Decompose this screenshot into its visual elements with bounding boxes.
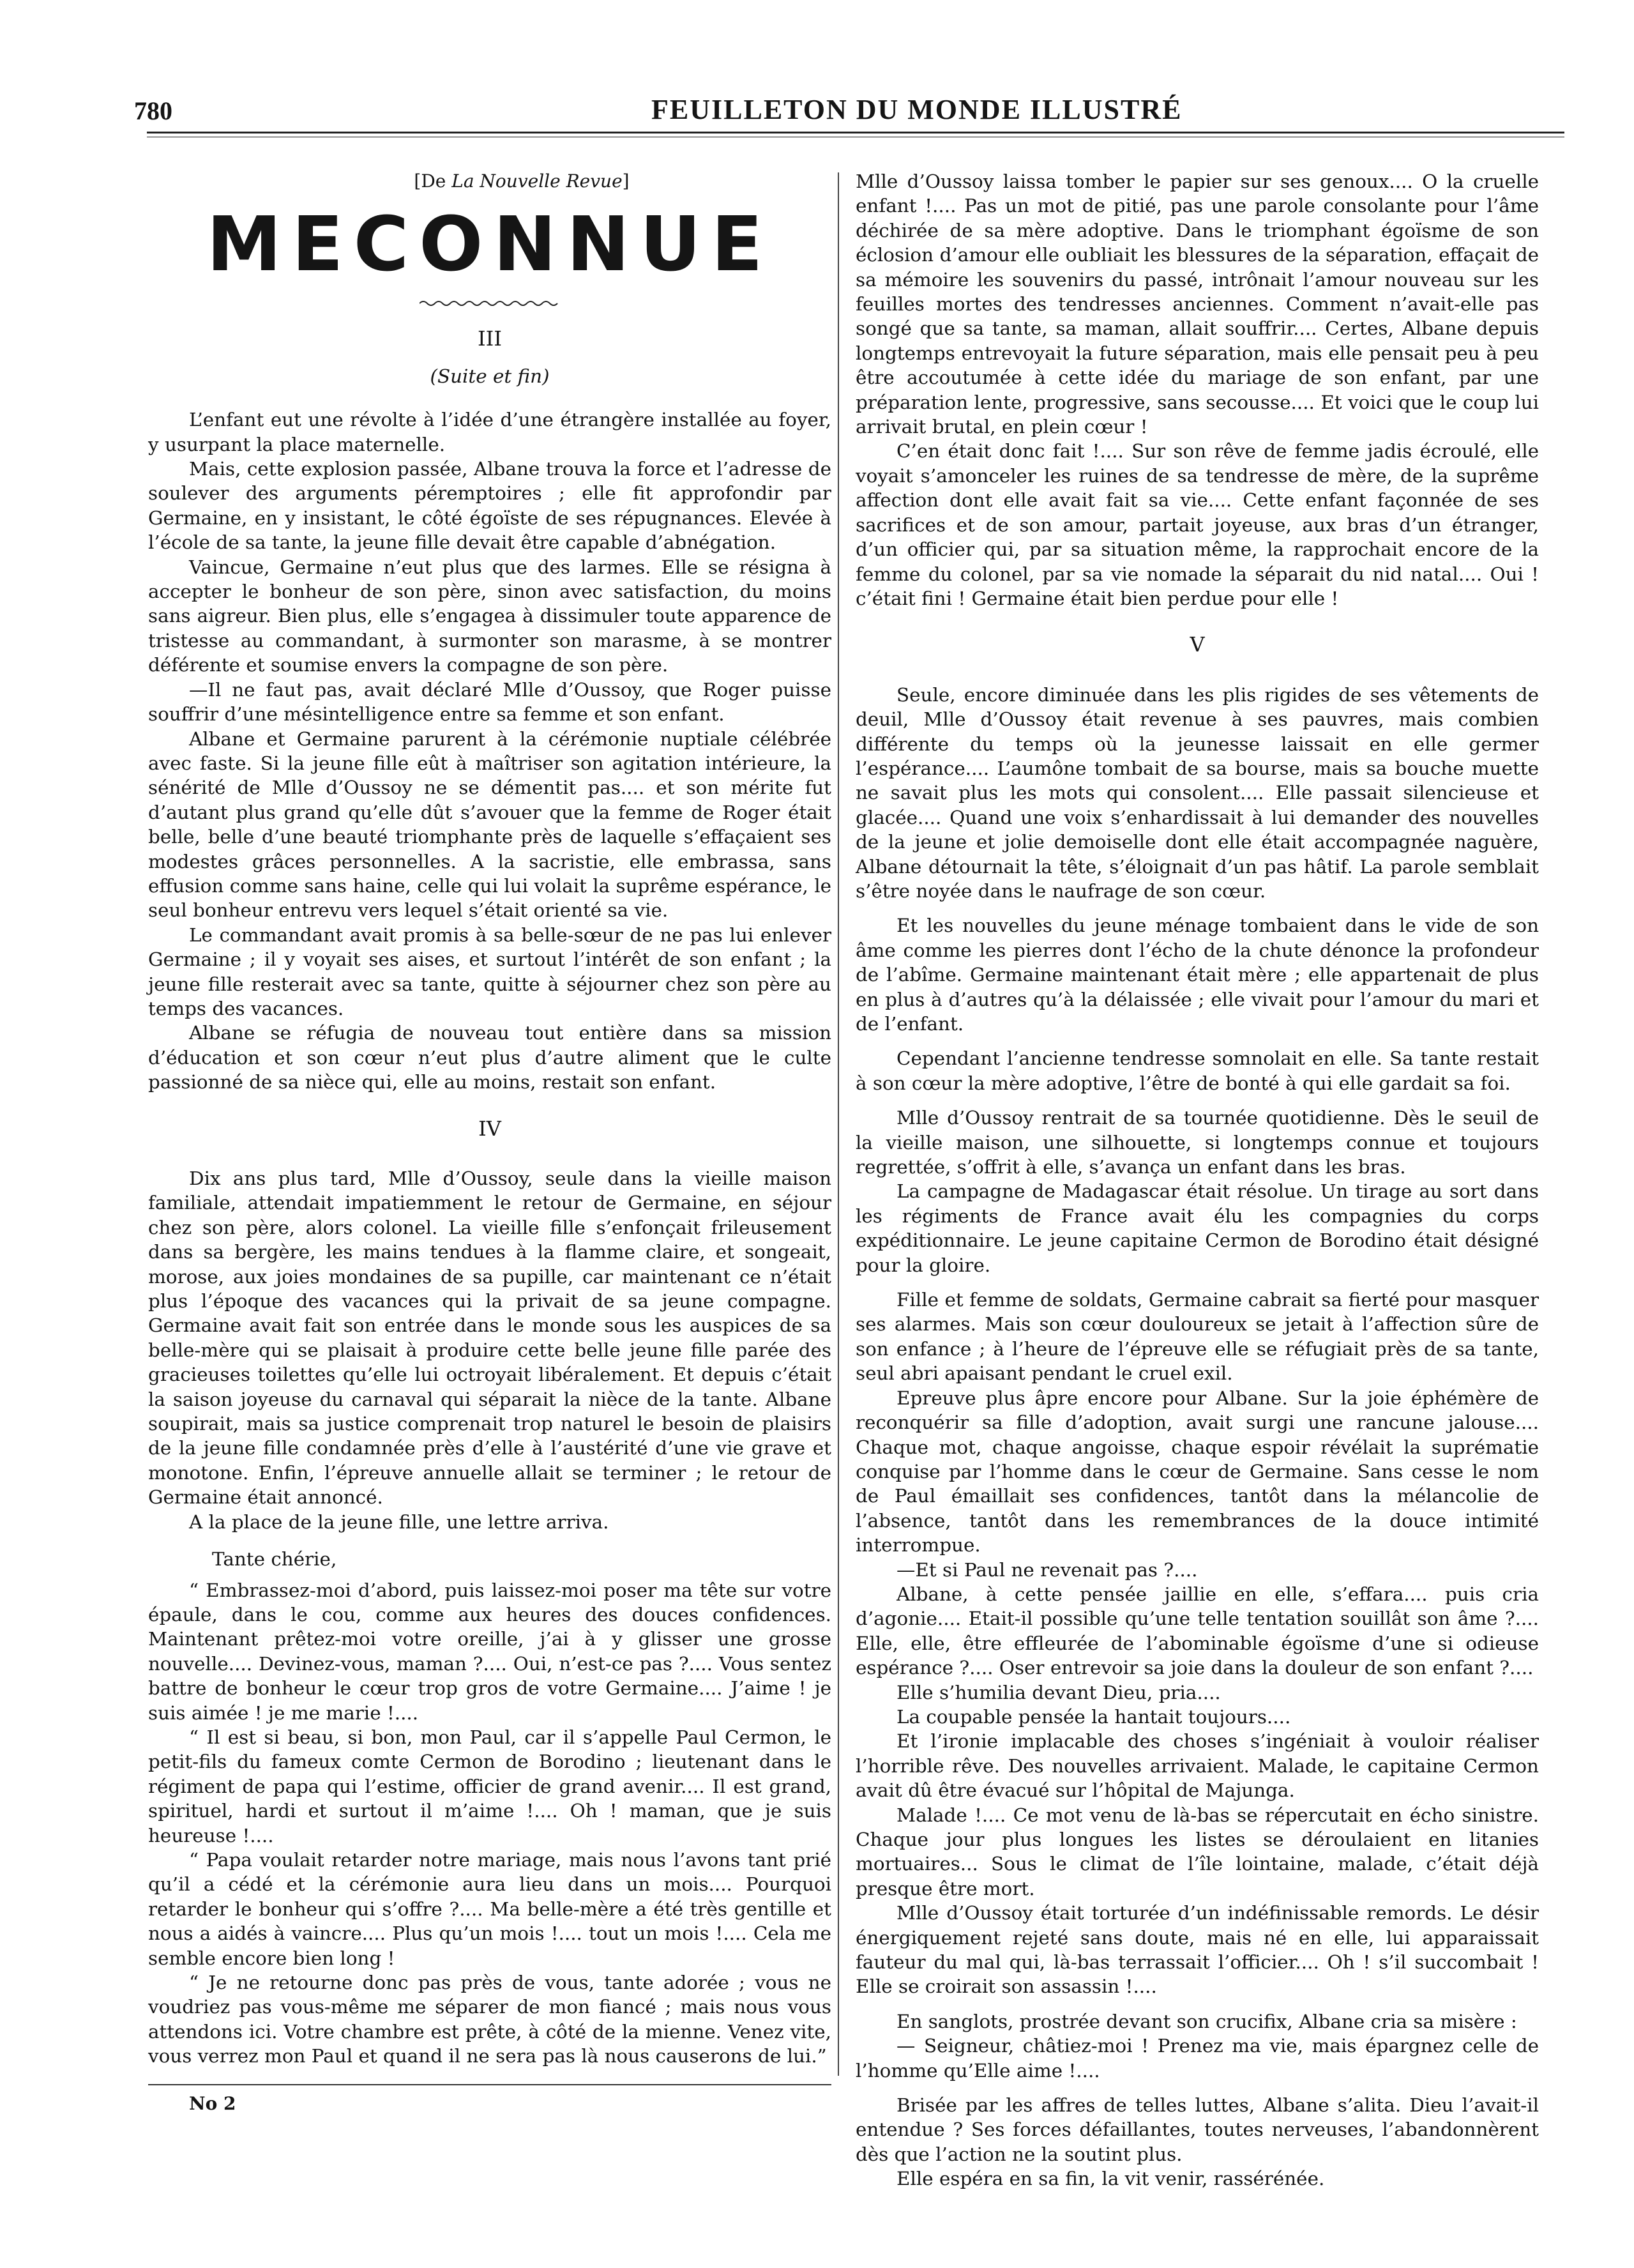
paragraph: Albane se réfugia de nouveau tout entière dans sa mission d’éducation et son cœur n’eut plus d’autre aliment que le culte passionné de sa nièce qui, elle au moins, restait son enfant. bbox=[148, 1022, 831, 1093]
paragraph: C’en était donc fait !.... Sur son rêve de femme jadis écroulé, elle voyait s’amonceler les ruines de sa tendresse de mère, de la suprême affection dont elle avait fait sa vie.... Cette enfant façonnée de ses sacrifices et de son amour, partait joyeuse, aux bras d’un étranger, d’un officier qui, par sa situation même, la rapprochait encore de la femme du colonel, par sa vie nomade la séparait du nid natal.... Oui ! c’était fini ! Germaine était bien perdue pour elle ! bbox=[856, 440, 1539, 609]
paragraph: Mais, cette explosion passée, Albane trouva la force et l’adresse de soulever des arguments péremptoires ; elle fit approfondir par Germaine, en y insistant, le côté égoïste de ses répugnances. Elevée à l’école de sa tante, la jeune fille devait être capable d’abnégation. bbox=[148, 458, 831, 554]
paragraph: Mlle d’Oussoy laissa tomber le papier sur ses genoux.... O la cruelle enfant !.... Pas un mot de pitié, pas une parole consolante pour l’âme déchirée de sa mère adoptive. Dans le triomphant égoïsme de son éclosion d’amour elle oubliait les blessures de la séparation, effaçait de sa mémoire les souvenirs du passé, intrônait l’amour nouveau sur les feuilles mortes des tendresses anciennes. Comment n’avait-elle pas songé que sa tante, sa maman, allait souffrir.... Certes, Albane depuis longtemps entrevoyait la future séparation, mais elle pensait peu à peu être accoutumée à cette idée du mariage de son enfant, par une préparation lente, progressive, sans secousse.... Et voici que le coup lui arrivait brutal, en plein cœur ! bbox=[856, 171, 1539, 438]
paragraph: Vaincue, Germaine n’eut plus que des larmes. Elle se résigna à accepter le bonheur de son père, sinon avec satisfaction, du moins sans aigreur. Bien plus, elle s’engagea à dissimuler toute apparence de tristesse au commandant, à surmonter son marasme, à se montrer déférente et soumise envers la compagne de son père. bbox=[148, 556, 831, 676]
paragraph: Et les nouvelles du jeune ménage tombaient dans le vide de son âme comme les pierres dont l’écho de la chute dénonce la profondeur de l’abîme. Germaine maintenant était mère ; elle appartenait de plus en plus à d’autres qu’à la délaissée ; elle vivait pour l’amour du mari et de l’enfant. bbox=[856, 915, 1539, 1035]
right-column bbox=[856, 169, 1539, 2191]
paragraph: Mlle d’Oussoy était torturée d’un indéfinissable remords. Le désir énergiquement rejeté sans doute, mais né en elle, lui apparaissait fauteur du mal qui, là-bas terrassait l’officier.... Oh ! s’il succombait ! Elle se croirait son assassin !.... bbox=[856, 1902, 1539, 1998]
paragraph: En sanglots, prostrée devant son crucifix, Albane cria sa misère : bbox=[896, 2010, 1517, 2032]
paragraph: —Et si Paul ne revenait pas ?.... bbox=[896, 1558, 1198, 1581]
source-title: La Nouvelle Revue bbox=[451, 171, 623, 192]
footer-number: No 2 bbox=[189, 2092, 236, 2114]
letter-paragraph: “ Il est si beau, si bon, mon Paul, car il s’appelle Paul Cermon, le petit-fils du fameux comte Cermon de Borodino ; lieutenant dans le régiment de papa qui l’estime, officier de grand avenir.... Il est grand, spirituel, hardi et surtout il m’aime !.... Oh ! maman, que je suis heureuse !.... bbox=[148, 1726, 831, 1846]
paragraph: Fille et femme de soldats, Germaine cabrait sa fierté pour masquer ses alarmes. Mais son cœur douloureux se jetait à l’affection sûre de son enfance ; à l’heure de l’épreuve elle se réfugiait près de sa tante, seul abri apaisant pendant le cruel exil. bbox=[856, 1289, 1539, 1385]
section-heading-iv: IV bbox=[478, 1116, 501, 1141]
ornament-flourish bbox=[420, 298, 560, 308]
paragraph: Mlle d’Oussoy rentrait de sa tournée quotidienne. Dès le seuil de la vieille maison, une silhouette, si longtemps connue et toujours regrettée, s’offrit à elle, s’avança un enfant dans les bras. bbox=[856, 1107, 1539, 1178]
chapter-heading: III bbox=[478, 326, 502, 351]
paragraph: Seule, encore diminuée dans les plis rigides de ses vêtements de deuil, Mlle d’Oussoy était revenue à ses pauvres, mais combien différente du temps où la jeunesse laissait en elle germer l’espérance.... L’aumône tombait de sa bourse, mais sa bouche muette ne savait plus les mots qui consolent.... Elle passait silencieuse et glacée.... Quand une voix s’enhardissait à lui demander des nouvelles de la jeune et jolie demoiselle dont elle était accompagnée naguère, Albane détournait la tête, s’éloignait d’un pas hâtif. La parole semblait s’être noyée dans le naufrage de son cœur. bbox=[856, 683, 1539, 902]
paragraph: Epreuve plus âpre encore pour Albane. Sur la joie éphémère de reconquérir sa fille d’adoption, avait surgi une rancune jalouse.... Chaque mot, chaque angoisse, chaque espoir révélait la suprématie conquise par l’homme dans le cœur de Germaine. Sans cesse le nom de Paul émaillait ses confidences, tantôt dans la mélancolie de l’absence, tantôt dans les remembrances de la douce intimité interrompue. bbox=[856, 1387, 1539, 1556]
header-rule bbox=[147, 132, 1564, 133]
paragraph: A la place de la jeune fille, une lettre arriva. bbox=[189, 1511, 609, 1533]
paragraph: Cependant l’ancienne tendresse somnolait en elle. Sa tante restait à son cœur la mère adoptive, l’être de bonté à qui elle gardait sa foi. bbox=[856, 1047, 1539, 1094]
letter-paragraph: “ Je ne retourne donc pas près de vous, tante adorée ; vous ne voudriez pas vous-même me séparer de mon fiancé ; mais nous vous attendons ici. Votre chambre est prête, à côté de la mienne. Venez vite, vous verrez mon Paul et quand il ne sera pas là nous causerons de lui.” bbox=[148, 1972, 831, 2067]
paragraph: Albane, à cette pensée jaillie en elle, s’effara.... puis cria d’agonie.... Etait-il possible qu’une telle tentation souillât son âme ?.... Elle, elle, être effleurée de l’abominable égoïsme d’une si odieuse espérance ?.... Oser entrevoir sa joie dans la douleur de son enfant ?.... bbox=[856, 1583, 1539, 1679]
story-title: MECONNUE bbox=[206, 200, 773, 289]
paragraph: Brisée par les affres de telles luttes, Albane s’alita. Dieu l’avait-il entendue ? Ses forces défaillantes, toutes nerveuses, l’abandonnèrent dès que l’action ne la soutint plus. bbox=[856, 2094, 1539, 2165]
running-title: FEUILLETON DU MONDE ILLUSTRÉ bbox=[651, 94, 1183, 125]
letter-paragraph: “ Embrassez-moi d’abord, puis laissez-moi poser ma tête sur votre épaule, dans le cou, comme aux heures des douces confidences. Maintenant prêtez-moi votre oreille, j’ai à y glisser une grosse nouvelle.... Devinez-vous, maman ?.... Oui, n’est-ce pas ?.... Vous sentez battre de bonheur le cœur trop gros de votre Germaine.... J’aime ! je suis aimée ! je me marie !.... bbox=[148, 1579, 831, 1724]
paragraph: Elle espéra en sa fin, la vit venir, rassérénée. bbox=[896, 2168, 1325, 2190]
paragraph: Elle s’humilia devant Dieu, pria.... bbox=[896, 1681, 1221, 1703]
paragraph: Le commandant avait promis à sa belle-sœur de ne pas lui enlever Germaine ; il y voyait ses aises, et surtout l’intérêt de son enfant ; la jeune fille resterait avec sa tante, quitte à séjourner chez son père au temps des vacances. bbox=[148, 924, 831, 1019]
left-column bbox=[148, 169, 831, 2116]
paragraph: —Il ne faut pas, avait déclaré Mlle d’Oussoy, que Roger puisse souffrir d’une mésintelligence entre sa femme et son enfant. bbox=[148, 678, 831, 726]
paragraph: — Seigneur, châtiez-moi ! Prenez ma vie, mais épargnez celle de l’homme qu’Elle aime !.... bbox=[856, 2035, 1539, 2082]
paragraph: Et l’ironie implacable des choses s’ingéniait à vouloir réaliser l’horrible rêve. Des nouvelles arrivaient. Malade, le capitaine Cermon avait dû être évacué sur l’hôpital de Majunga. bbox=[856, 1730, 1539, 1802]
letter-paragraph: “ Papa voulait retarder notre mariage, mais nous l’avons tant prié qu’il a cédé et la cérémonie aura lieu dans un mois.... Pourquoi retarder le bonheur qui s’offre ?.... Ma belle-mère a été très gentille et nous a aidés à vaincre.... Plus qu’un mois !.... tout un mois !.... Cela me semble encore bien long ! bbox=[148, 1848, 831, 1969]
section-heading-v: V bbox=[1190, 632, 1205, 657]
footer-rule bbox=[148, 2084, 831, 2085]
paragraph: La campagne de Madagascar était résolue. Un tirage au sort dans les régiments de France avait élu les compagnies du corps expéditionnaire. Le jeune capitaine Cermon de Borodino était désigné pour la gloire. bbox=[856, 1180, 1539, 1276]
paragraph: Albane et Germaine parurent à la cérémonie nuptiale célébrée avec faste. Si la jeune fille eût à maîtriser son agitation intérieure, la sénérité de Mlle d’Oussoy ne se démentit pas.... et son mérite fut d’autant plus grand qu’elle dût s’avouer que la femme de Roger était belle, belle d’une beauté triomphante près de laquelle s’effaçaient ses modestes grâces personnelles. A la sacristie, elle embrassa, sans effusion comme sans haine, celle qui lui volait la suprême espérance, le seul bonheur entrevu vers lequel s’était orienté sa vie. bbox=[148, 727, 831, 922]
letter-salutation: Tante chérie, bbox=[212, 1548, 337, 1571]
paragraph: L’enfant eut une révolte à l’idée d’une étrangère installée au foyer, y usurpant la place maternelle. bbox=[148, 409, 831, 455]
paragraph: Dix ans plus tard, Mlle d’Oussoy, seule dans la vieille maison familiale, attendait impatiemment le retour de Germaine, en séjour chez son père, alors colonel. La vieille fille s’enfonçait frileusement dans sa bergère, les mains tendues à la flamme claire, et songeait, morose, aux joies mondaines de sa pupille, car maintenant ce n’était plus l’époque des vacances qui la privait de sa jeune compagne. Germaine avait fait son entrée dans le monde sous les auspices de sa belle-mère qui se plaisait à produire cette belle jeune fille parée des gracieuses toilettes qu’elle lui octroyait libéralement. Et depuis c’était la saison joyeuse du carnaval qui séparait la nièce de la tante. Albane soupirait, mais sa justice comprenait trop naturel le besoin de plaisirs de la jeune fille condamnée près d’elle à l’austérité d’une vie grave et monotone. Enfin, l’épreuve annuelle allait se terminer ; le retour de Germaine était annoncé. bbox=[148, 1168, 831, 1509]
paragraph: Malade !.... Ce mot venu de là-bas se répercutait en écho sinistre. Chaque jour plus longues les listes se déroulaient en litanies mortuaires... Sous le climat de l’île lointaine, malade, c’était déjà presque être mort. bbox=[856, 1804, 1539, 1899]
source-line: [De La Nouvelle Revue] bbox=[414, 171, 630, 192]
page-number: 780 bbox=[134, 96, 172, 125]
subtitle: (Suite et fin) bbox=[430, 365, 550, 387]
paragraph: La coupable pensée la hantait toujours.... bbox=[896, 1705, 1291, 1728]
column-divider bbox=[838, 172, 839, 2076]
